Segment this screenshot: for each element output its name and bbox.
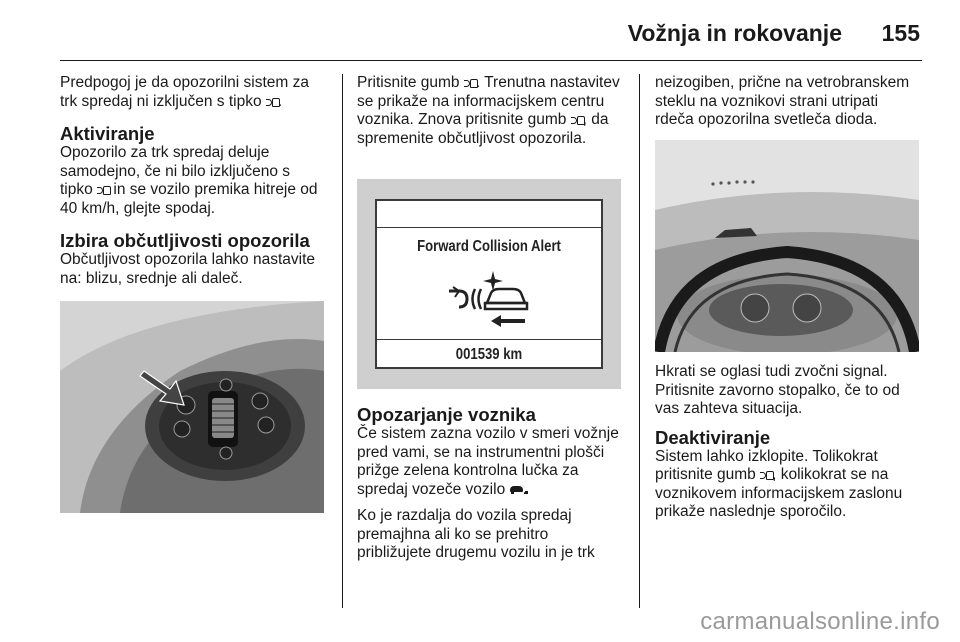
text-span: Če sistem zazna vozilo v smeri vožnje pred vami, se na instrumentni plošči prižge zelena kontrolna lučka za spredaj vozeče vozilo <box>357 425 619 498</box>
precondition-paragraph <box>60 74 326 111</box>
text-span: Sistem lahko izklopite. Tolikokrat pritisnite gumb <box>655 447 878 483</box>
text-span: Opozorilo za trk spredaj deluje samodejno, če ni bilo izključeno s tipko <box>60 144 291 198</box>
heading-deactivation: Deaktiviranje <box>655 426 771 448</box>
text-span: . Trenutna nastavitev se prikaže na informacijskem centru voznika. Znova pritisnite gumb <box>357 74 620 128</box>
collision-alert-button-icon <box>464 78 476 88</box>
heading-activation: Aktiviranje <box>60 123 155 144</box>
text-span: Pritisnite gumb <box>357 74 464 91</box>
led-paragraph: neizogiben, prične na vetrobranskem steklu na voznikovi strani utripati rdeča opozorilna svetleča dioda. <box>655 74 910 128</box>
page-header <box>60 0 922 64</box>
text-span: Predpogoj je da opozorilni sistem za trk spredaj ni izključen s tipko <box>60 74 309 110</box>
press-button-paragraph <box>357 74 623 148</box>
dashboard-illustration <box>655 140 919 352</box>
text-span: in se vozilo premika hitreje od 40 km/h, glejte spodaj. <box>60 181 318 217</box>
warning-paragraph <box>357 425 623 499</box>
collision-alert-button-icon <box>266 97 278 107</box>
driver-info-display-figure <box>357 179 621 389</box>
text-span: , da spremenite občutljivost opozorila. <box>357 111 609 147</box>
heading-sensitivity: Izbira občutljivosti opozorila <box>60 230 310 251</box>
deactivation-paragraph <box>655 448 921 522</box>
watermark: carmanualsonline.info <box>700 608 940 635</box>
text-span: , kolikokrat se na voznikovem informacijskem zaslonu prikaže naslednje sporočilo. <box>655 466 903 520</box>
sensitivity-paragraph: Občutljivost opozorila lahko nastavite na: blizu, srednje ali daleč. <box>60 251 316 287</box>
alert-title: Forward Collision Alert <box>417 238 561 255</box>
display-screen <box>375 199 603 369</box>
header-rule <box>60 60 922 61</box>
column-divider <box>342 74 343 608</box>
steering-wheel-illustration <box>60 301 324 513</box>
text-span: . <box>277 92 283 110</box>
odometer-readout: 001539 km <box>455 346 523 363</box>
forward-collision-alert-icon <box>445 267 537 329</box>
steering-wheel-controls-photo <box>60 301 324 513</box>
windshield-led-photo <box>655 140 919 352</box>
heading-driver-warning: Opozarjanje voznika <box>357 404 536 425</box>
collision-alert-button-icon <box>97 185 109 195</box>
activation-paragraph <box>60 144 326 218</box>
collision-alert-button-icon <box>760 470 772 480</box>
display-divider <box>377 339 601 340</box>
display-divider <box>377 227 601 228</box>
column-middle-lower <box>357 404 623 571</box>
text-span: . <box>522 480 527 498</box>
sound-paragraph: Hkrati se oglasi tudi zvočni signal. Pritisnite zavorno stopalko, če to od vas zahteva situacija. <box>655 363 900 417</box>
column-right-lower <box>655 363 921 530</box>
column-left <box>60 74 326 296</box>
collision-alert-button-icon <box>571 115 583 125</box>
page-number: 155 <box>881 20 920 46</box>
column-middle <box>357 74 623 156</box>
column-divider <box>639 74 640 608</box>
column-right <box>655 74 921 138</box>
distance-paragraph: Ko je razdalja do vozila spredaj premajhna ali ko se prehitro približujete drugemu vozilu in je trk <box>357 507 595 561</box>
page-title: Vožnja in rokovanje <box>627 20 842 46</box>
vehicle-ahead-icon <box>510 484 523 495</box>
